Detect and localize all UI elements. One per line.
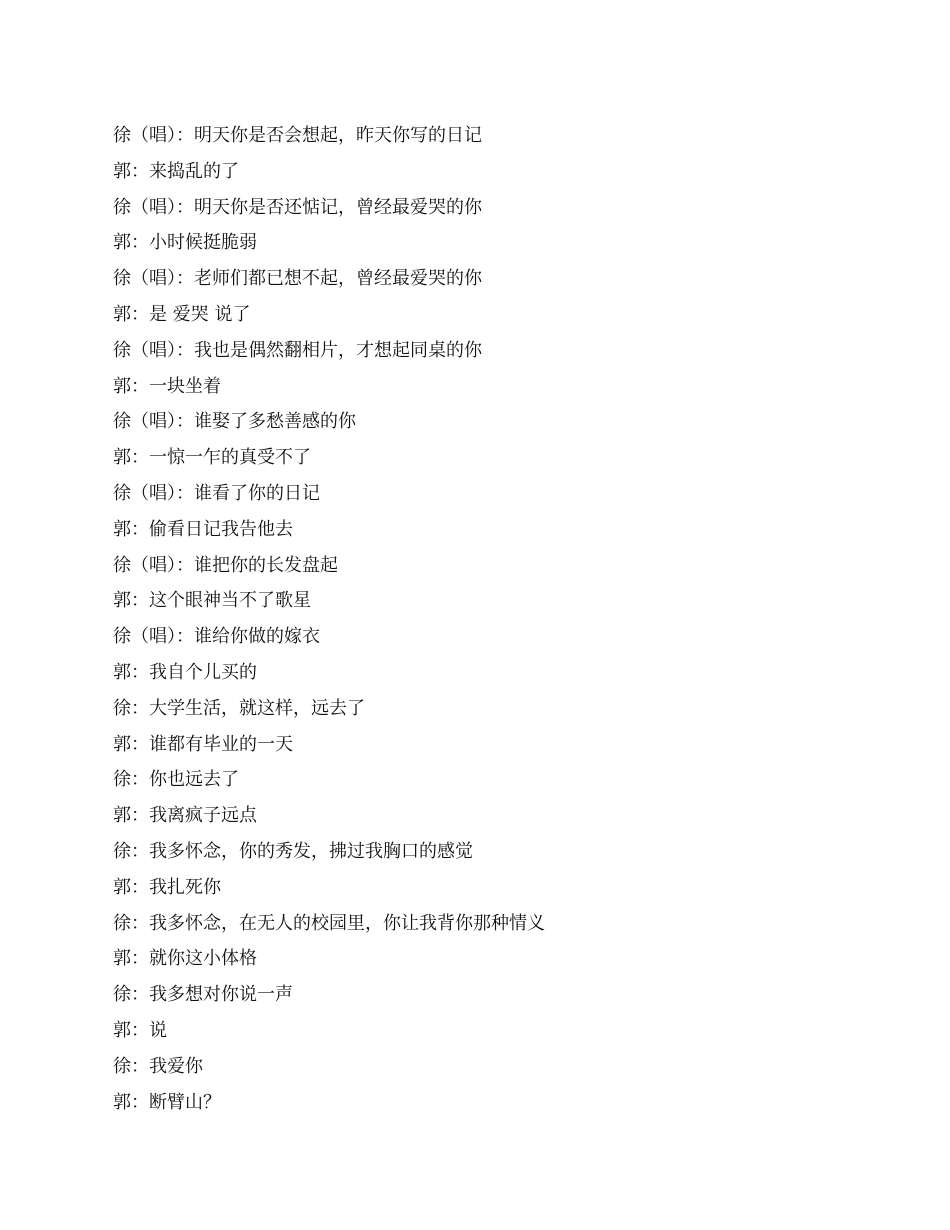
dialogue-line: 徐：我多怀念，在无人的校园里，你让我背你那种情义: [113, 912, 545, 934]
dialogue-line: 郭：小时候挺脆弱: [113, 232, 257, 254]
dialogue-line: 郭：我自个儿买的: [113, 661, 257, 683]
dialogue-line: 徐：我多怀念，你的秀发，拂过我胸口的感觉: [113, 840, 473, 862]
dialogue-line: 郭：一惊一乍的真受不了: [113, 447, 311, 469]
dialogue-line: 徐（唱）：明天你是否还惦记，曾经最爱哭的你: [113, 196, 482, 218]
dialogue-line: 郭：偷看日记我告他去: [113, 518, 293, 540]
dialogue-line: 徐（唱）：谁把你的长发盘起: [113, 554, 338, 576]
dialogue-line: 郭：这个眼神当不了歌星: [113, 590, 311, 612]
dialogue-line: 郭：断臂山？: [113, 1091, 221, 1113]
dialogue-line: 徐（唱）：我也是偶然翻相片，才想起同桌的你: [113, 339, 482, 361]
dialogue-line: 徐：你也远去了: [113, 769, 239, 791]
dialogue-line: 郭：就你这小体格: [113, 948, 257, 970]
dialogue-line: 郭：我扎死你: [113, 876, 221, 898]
dialogue-line: 徐（唱）：谁娶了多愁善感的你: [113, 411, 356, 433]
dialogue-lines: [113, 124, 873, 1126]
dialogue-line: 郭：我离疯子远点: [113, 805, 257, 827]
dialogue-line: 郭：一块坐着: [113, 375, 221, 397]
dialogue-line: 郭：来捣乱的了: [113, 160, 239, 182]
dialogue-line: 徐（唱）：谁看了你的日记: [113, 482, 320, 504]
dialogue-line: 徐：我多想对你说一声: [113, 984, 293, 1006]
dialogue-line: 徐（唱）：谁给你做的嫁衣: [113, 626, 320, 648]
dialogue-line: 徐：大学生活，就这样，远去了: [113, 697, 365, 719]
dialogue-line: 徐（唱）：老师们都已想不起，曾经最爱哭的你: [113, 268, 482, 290]
dialogue-line: 徐（唱）：明天你是否会想起，昨天你写的日记: [113, 125, 482, 146]
dialogue-line: 郭：谁都有毕业的一天: [113, 733, 293, 755]
dialogue-line: 郭：是 爱哭 说了: [113, 303, 251, 325]
dialogue-line: 郭：说: [113, 1019, 167, 1041]
dialogue-line: 徐：我爱你: [113, 1055, 203, 1077]
